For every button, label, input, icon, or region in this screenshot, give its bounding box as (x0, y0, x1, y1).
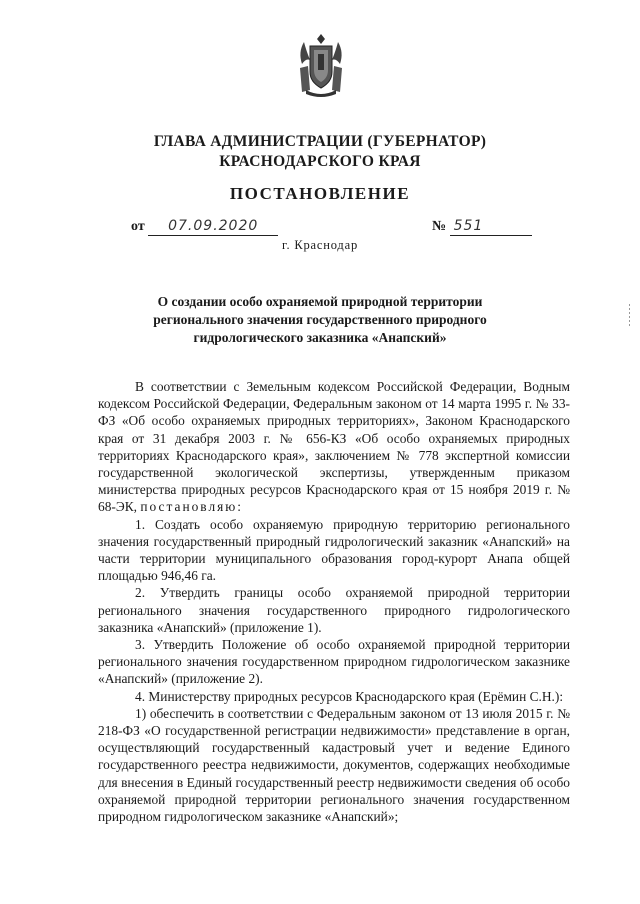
date-field (148, 218, 278, 236)
item-paragraph: 2. Утвердить границы особо охраняемой природной территории регионального значения государственного природного гидрологического заказника «Анапский» (приложение 1). (98, 585, 570, 635)
number-prefix: № (432, 219, 447, 234)
document-body (98, 378, 570, 825)
date-row (131, 218, 278, 236)
date-value: 07.09.2020 (168, 218, 259, 234)
document-type-title: ПОСТАНОВЛЕНИЕ (229, 184, 411, 203)
number-value: 551 (453, 218, 484, 234)
city-label: г. Краснодар (282, 238, 358, 252)
coat-of-arms-icon (292, 32, 350, 98)
header-line-1: ГЛАВА АДМИНИСТРАЦИИ (ГУБЕРНАТОР) (153, 133, 487, 150)
header-line-2: КРАСНОДАРСКОГО КРАЯ (219, 153, 421, 170)
subject-line: гидрологического заказника «Анапский» (193, 330, 447, 345)
resolve-word: постановляю: (140, 499, 244, 515)
number-field (450, 218, 532, 236)
subject-line: О создании особо охраняемой природной территории (157, 294, 483, 309)
number-row (432, 218, 532, 236)
preamble-text: В соответствии с Земельным кодексом Российской Федерации, Водным кодексом Российской Федерации, Федеральным законом от 14 марта 1995 г. № 33-ФЗ «Об особо охраняемых природных территориях», Законом Краснодарского края от 31 декабря 2003 г. № 656-КЗ «Об особо охраняемых природных территориях Краснодарского края», заключением № 778 экспертной комиссии государственной экологической экспертизы, утвержденным приказом министерства природных ресурсов Краснодарского края от 15 ноября 2019 г. № 68-ЭК, (98, 379, 570, 515)
item-paragraph: 1) обеспечить в соответствии с Федеральным законом от 13 июля 2015 г. № 218-ФЗ «О государственной регистрации недвижимости» представление в орган, осуществляющий государственный кадастровый учет и ведение Единого государственного реестра недвижимости, документов, содержащих необходимые для внесения в Единый государственный реестр недвижимости сведения об особо охраняемой природной территории регионального значения государственном природном гидрологическом заказнике «Анапский»; (98, 705, 570, 825)
date-prefix: от (131, 219, 145, 234)
document-subject (130, 293, 510, 347)
item-paragraph: 3. Утвердить Положение об особо охраняемой природной территории регионального значения государственном природном гидрологическом заказнике «Анапский» (приложение 2). (98, 637, 570, 687)
item-paragraph: 4. Министерству природных ресурсов Краснодарского края (Ерёмин С.Н.): (135, 688, 564, 704)
item-paragraph: 1. Создать особо охраняемую природную территорию регионального значения государственный природный гидрологический заказник «Анапский» на части территории муниципального образования город-курорт Анапа общей площадью 946,46 га. (98, 516, 570, 584)
scan-artifact (628, 304, 631, 326)
subject-line: регионального значения государственного природного (153, 312, 487, 327)
preamble-paragraph (98, 378, 570, 516)
